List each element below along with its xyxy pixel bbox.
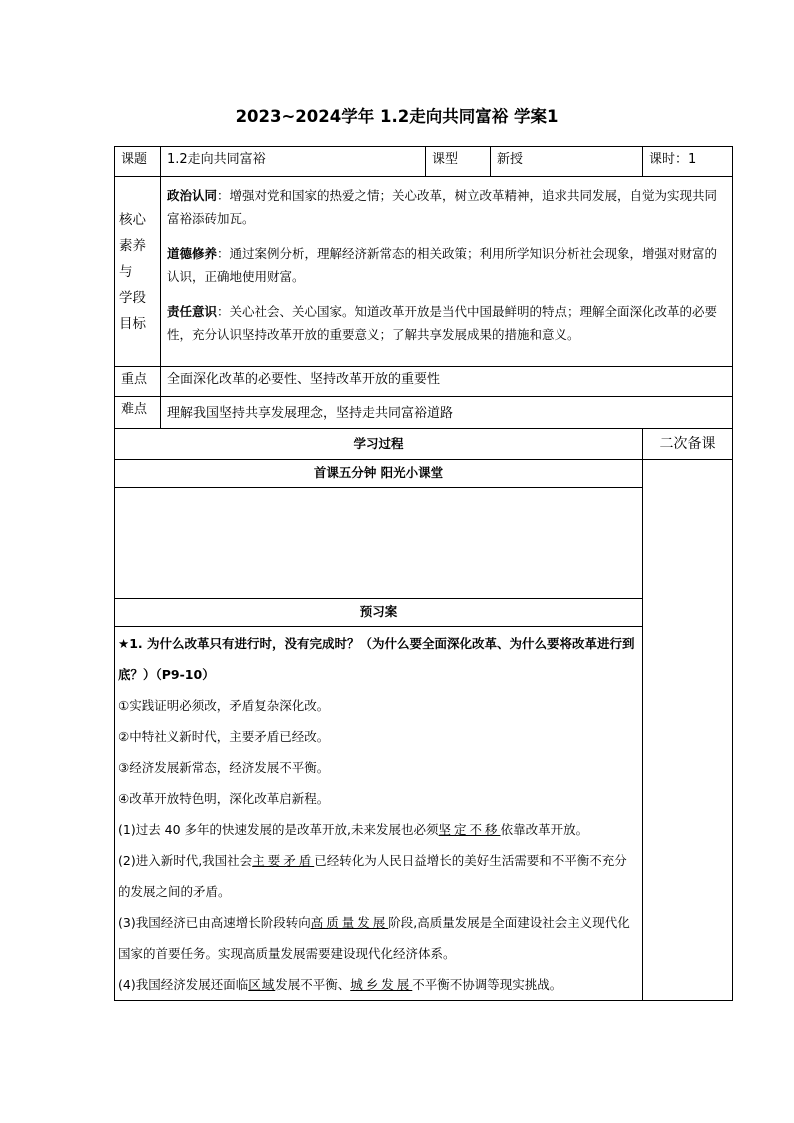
question-text: ★1. 为什么改革只有进行时，没有完成时？（为什么要全面深化改革、为什么要将改革进行到底？）（P9-10） — [118, 636, 635, 682]
difficulty-label: 难点 — [121, 402, 148, 417]
key-point-text: 全面深化改革的必要性、坚持改革开放的重要性 — [167, 372, 441, 387]
answer-1: (1)过去 40 多年的快速发展的是改革开放,未来发展也必须坚定不移依靠改革开放。 — [118, 822, 589, 837]
point-2: ②中特社义新时代，主要矛盾已经改。 — [118, 729, 330, 744]
section1-title: 首课五分钟 阳光小课堂 — [313, 465, 444, 480]
content-row — [115, 627, 733, 1001]
topic-label: 课题 — [121, 152, 148, 167]
section2-header-row — [115, 599, 733, 627]
backup-label: 二次备课 — [659, 436, 716, 452]
backup-column — [643, 460, 733, 1001]
hours: 课时：1 — [649, 152, 697, 167]
process-label: 学习过程 — [353, 436, 404, 451]
answer-3: (3)我国经济已由高速增长阶段转向高质量发展阶段,高质量发展是全面建设社会主义现代化国家的首要任务。实现高质量发展需要建设现代化经济体系。 — [118, 915, 630, 961]
section1-blank — [115, 488, 643, 599]
document-title: 2023~2024学年 1.2走向共同富裕 学案1 — [235, 107, 559, 126]
point-4: ④改革开放特色明，深化改革启新程。 — [118, 791, 330, 806]
answer-4: (4)我国经济发展还面临区域发展不平衡、城乡发展不平衡不协调等现实挑战。 — [118, 977, 563, 992]
section1-header-row — [115, 460, 733, 488]
key-point-row — [115, 367, 733, 397]
type-label: 课型 — [432, 152, 459, 167]
goals-row — [115, 177, 733, 367]
header-row — [115, 147, 733, 177]
goal-responsibility: 责任意识：关心社会、关心国家。知道改革开放是当代中国最鲜明的特点；理解全面深化改革的必要性，充分认识坚持改革开放的重要意义；了解共享发展成果的措施和意义。 — [167, 304, 718, 342]
key-point-label: 重点 — [121, 372, 148, 387]
difficulty-text: 理解我国坚持共享发展理念，坚持走共同富裕道路 — [167, 406, 454, 421]
content-body — [115, 627, 642, 1000]
section1-blank-row — [115, 488, 733, 599]
goal-moral: 道德修养：通过案例分析，理解经济新常态的相关政策；利用所学知识分析社会现象，增强对财富的认识，正确地使用财富。 — [167, 246, 718, 284]
answer-2: (2)进入新时代,我国社会主要矛盾已经转化为人民日益增长的美好生活需要和不平衡不充分的发展之间的矛盾。 — [118, 853, 627, 899]
point-3: ③经济发展新常态，经济发展不平衡。 — [118, 760, 330, 775]
goals-content — [161, 177, 732, 349]
topic-value: 1.2走向共同富裕 — [167, 152, 266, 167]
point-1: ①实践证明必须改，矛盾复杂深化改。 — [118, 698, 330, 713]
goal-political: 政治认同：增强对党和国家的热爱之情；关心改革，树立改革精神，追求共同发展，自觉为实现共同富裕添砖加瓦。 — [167, 188, 718, 226]
lesson-plan-table — [114, 146, 733, 1001]
difficulty-row — [115, 397, 733, 429]
section2-title: 预习案 — [359, 604, 398, 619]
process-header-row — [115, 429, 733, 460]
goals-label: 核心 素养 与 学段 目标 — [119, 211, 146, 332]
type-value: 新授 — [497, 152, 524, 167]
